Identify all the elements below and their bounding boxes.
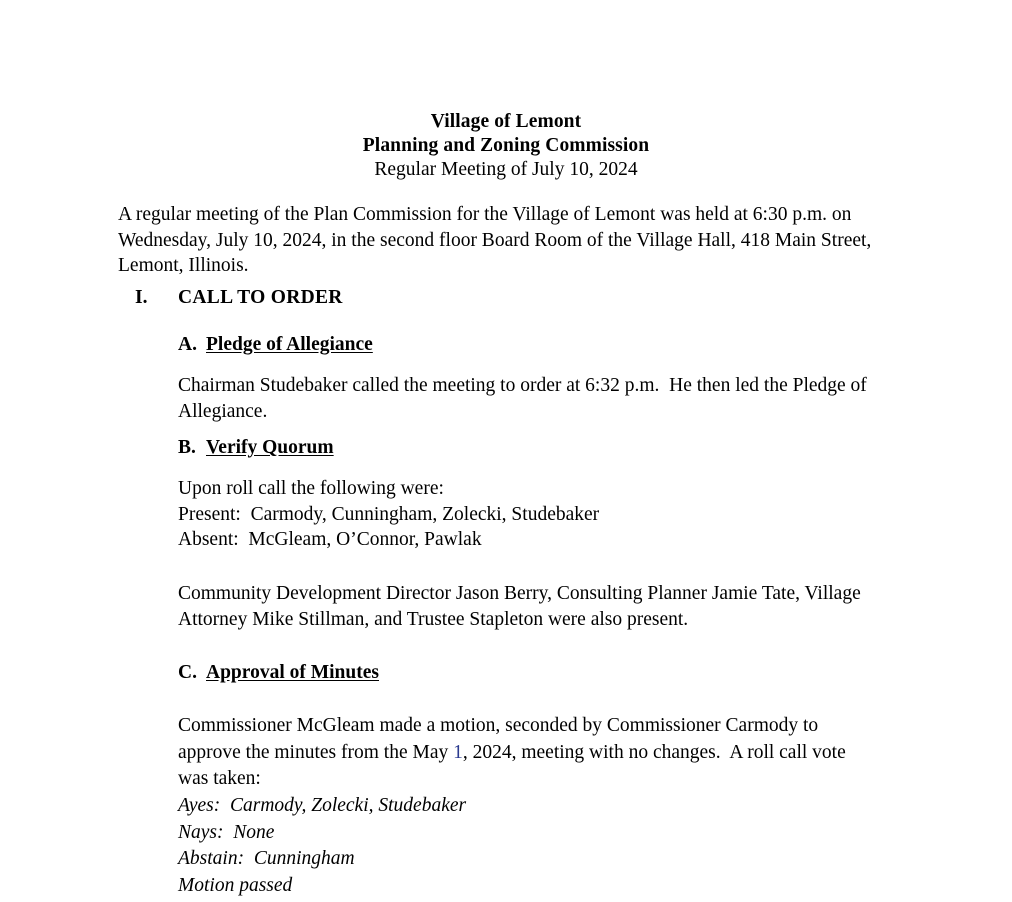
title-commission: Planning and Zoning Commission [362,134,650,156]
pledge-of-allegiance-body [178,373,894,424]
motion-line-1: Commissioner McGleam made a motion, seconded by Commissioner Carmody to [178,715,819,736]
subsection-heading-verify-quorum [178,437,894,459]
subsection-letter-c: C. [178,662,197,683]
motion-line-3: was taken: [178,768,261,789]
roll-call-intro: Upon roll call the following were: [178,478,444,499]
title-organization: Village of Lemont [430,111,582,132]
roll-call-block [178,476,894,553]
motion-line-2-text-after: , 2024, meeting with no changes. A roll call vote [462,741,846,763]
vote-ayes: Ayes: Carmody, Zolecki, Studebaker [178,795,467,816]
subsection-heading-approval-of-minutes [178,662,894,684]
subsection-label-verify-quorum: Verify Quorum [206,437,334,458]
title-meeting-date: Regular Meeting of July 10, 2024 [374,159,638,180]
roll-call-vote-results [178,793,894,899]
approval-motion-block [178,713,894,793]
vote-result: Motion passed [178,874,293,896]
motion-date-day-number: 1 [453,741,463,763]
vote-nays: Nays: None [178,821,275,843]
subsection-letter-a: A. [178,334,197,355]
document-title-block [0,110,1012,182]
roll-call-present: Present: Carmody, Cunningham, Zolecki, Studebaker [178,503,600,525]
vote-abstain: Abstain: Cunningham [178,848,355,869]
subsection-heading-pledge-of-allegiance [178,334,894,356]
subsection-label-approval-of-minutes: Approval of Minutes [206,662,379,683]
staff-present-block [178,581,894,632]
subsection-label-pledge-of-allegiance: Pledge of Allegiance [206,334,373,355]
intro-paragraph: A regular meeting of the Plan Commission for the Village of Lemont was held at 6:30 p.m. on Wednesday, July 10, 2024, in the second floor Board Room of the Village Hall, 418 Main Street, Lemont, Illinois. [118,204,872,276]
pledge-body-line-1: Chairman Studebaker called the meeting to order at 6:32 p.m. He then led the Pledge of [178,375,867,396]
section-heading-label: CALL TO ORDER [178,287,343,308]
staff-present-line-2: Attorney Mike Stillman, and Trustee Stapleton were also present. [178,608,689,630]
roll-call-absent: Absent: McGleam, O’Connor, Pawlak [178,529,482,550]
section-call-to-order-heading [135,287,895,309]
section-numeral: I. [135,287,148,308]
motion-line-2 [178,740,894,767]
subsection-letter-b: B. [178,437,196,458]
pledge-body-line-2: Allegiance. [178,400,268,422]
motion-line-2-text-before: approve the minutes from the May [178,741,454,763]
staff-present-line-1: Community Development Director Jason Berry, Consulting Planner Jamie Tate, Village [178,583,861,604]
